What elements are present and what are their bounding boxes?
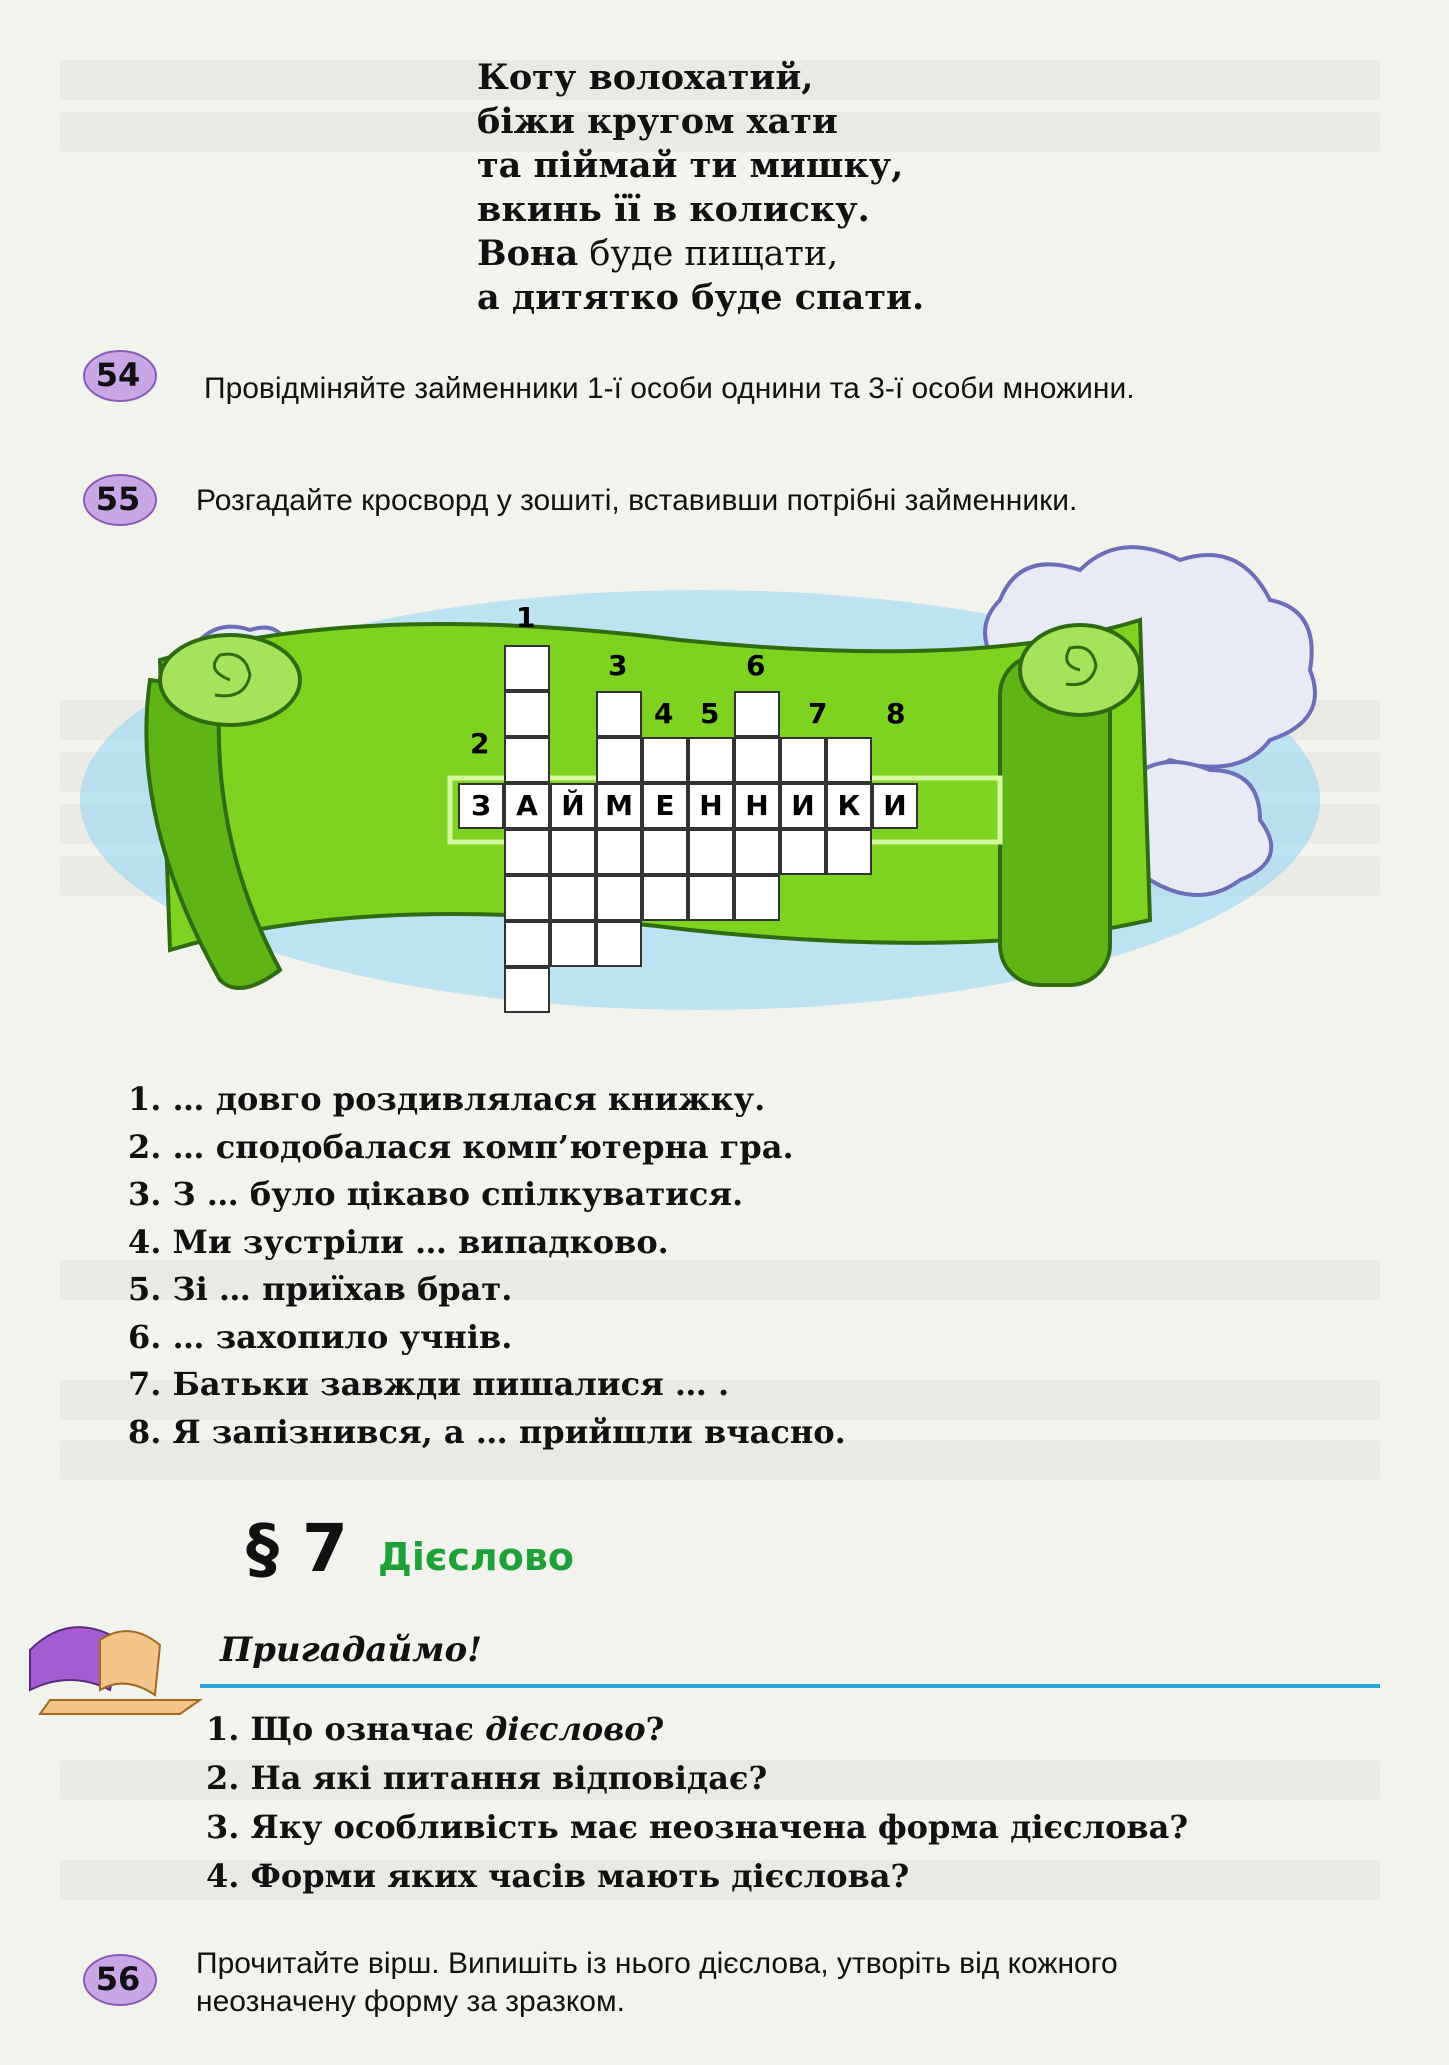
question-item: 3. Яку особливість має неозначена форма дієслова? bbox=[206, 1808, 1189, 1846]
crossword-number: 5 bbox=[700, 697, 720, 730]
section-title: Дієслово bbox=[378, 1535, 575, 1579]
poem-line: а дитятко буде спати. bbox=[477, 277, 925, 318]
crossword-cell bbox=[596, 691, 642, 737]
crossword-cell bbox=[596, 921, 642, 967]
crossword-cell bbox=[734, 691, 780, 737]
poem-line: біжи кругом хати bbox=[477, 101, 838, 142]
crossword-clues bbox=[128, 1076, 846, 1456]
crossword-number: 6 bbox=[746, 649, 766, 682]
divider bbox=[200, 1684, 1380, 1688]
crossword-cell bbox=[504, 645, 550, 691]
clue-item: 1. … довго роздивлялася книжку. bbox=[128, 1080, 766, 1118]
crossword-cell bbox=[596, 875, 642, 921]
crossword-cell bbox=[550, 921, 596, 967]
book-icon bbox=[10, 1610, 210, 1720]
poem-line-rest: буде пищати, bbox=[578, 234, 839, 274]
crossword-cell bbox=[504, 967, 550, 1013]
crossword-letter: А bbox=[516, 789, 538, 822]
question-item bbox=[206, 1705, 1188, 1754]
crossword-cell bbox=[780, 829, 826, 875]
crossword-cell bbox=[504, 875, 550, 921]
crossword-cell bbox=[550, 875, 596, 921]
crossword-cell bbox=[734, 875, 780, 921]
poem-line: та піймай ти мишку, bbox=[477, 145, 904, 186]
crossword-cell bbox=[642, 737, 688, 783]
question-item: 4. Форми яких часів мають дієслова? bbox=[206, 1857, 910, 1895]
crossword-cell bbox=[550, 829, 596, 875]
crossword-cell bbox=[642, 829, 688, 875]
crossword-letter: И bbox=[791, 789, 815, 822]
exercise-54-text: Провідміняйте займенники 1-ї особи однини та 3-ї особи множини. bbox=[204, 372, 1135, 405]
exercise-number: 54 bbox=[95, 356, 141, 394]
crossword-letter: К bbox=[837, 789, 861, 822]
crossword-illustration bbox=[0, 540, 1449, 1040]
remember-questions bbox=[206, 1705, 1188, 1901]
clue-item: 8. Я запізнився, а … прийшли вчасно. bbox=[128, 1412, 846, 1451]
crossword-number: 3 bbox=[608, 649, 628, 682]
crossword-cell bbox=[688, 829, 734, 875]
exercise-number-badge bbox=[78, 1950, 158, 2008]
crossword-number: 8 bbox=[886, 697, 906, 730]
exercise-55-text: Розгадайте кросворд у зошиті, вставивши потрібні займенники. bbox=[196, 484, 1078, 517]
crossword-cell bbox=[596, 829, 642, 875]
exercise-number: 56 bbox=[95, 1960, 141, 1998]
crossword-number: 4 bbox=[654, 697, 674, 730]
crossword-cell bbox=[734, 829, 780, 875]
crossword-number: 1 bbox=[516, 601, 536, 634]
crossword-cell bbox=[688, 875, 734, 921]
crossword-letter: Е bbox=[655, 789, 675, 822]
crossword-cell bbox=[826, 737, 872, 783]
crossword-cell bbox=[780, 737, 826, 783]
poem-line: Коту волохатий, bbox=[477, 57, 814, 98]
crossword-letter: Н bbox=[745, 789, 769, 822]
crossword-number: 7 bbox=[808, 697, 828, 730]
exercise-number-badge bbox=[78, 470, 158, 528]
poem-line bbox=[477, 232, 924, 276]
clue-item: 5. Зі … приїхав брат. bbox=[128, 1270, 513, 1308]
crossword-letter: З bbox=[471, 789, 491, 822]
crossword-letter: Н bbox=[699, 789, 723, 822]
crossword-cell bbox=[688, 737, 734, 783]
exercise-number: 55 bbox=[95, 480, 141, 518]
crossword-cell bbox=[826, 829, 872, 875]
clue-item: 3. З … було цікаво спілкуватися. bbox=[128, 1175, 744, 1213]
crossword-letter: И bbox=[883, 789, 907, 822]
crossword-cell bbox=[734, 737, 780, 783]
crossword-cell bbox=[504, 921, 550, 967]
crossword-letter: М bbox=[605, 789, 633, 822]
crossword-cell bbox=[504, 691, 550, 737]
section-number: § 7 bbox=[246, 1510, 348, 1587]
clue-item: 4. Ми зустріли … випадково. bbox=[128, 1222, 669, 1261]
remember-title: Пригадаймо! bbox=[220, 1630, 483, 1670]
crossword-number: 2 bbox=[470, 727, 490, 760]
clue-item: 6. … захопило учнів. bbox=[128, 1317, 513, 1356]
poem-pronoun: Вона bbox=[477, 233, 579, 274]
exercise-number-badge bbox=[78, 346, 158, 404]
crossword-letter: Й bbox=[561, 789, 585, 822]
exercise-56-text bbox=[196, 1945, 1118, 2021]
question-text: 1. Що означає bbox=[206, 1710, 486, 1748]
exercise-56-line: Прочитайте вірш. Випишіть із нього дієслова, утворіть від кожного bbox=[196, 1947, 1118, 1980]
crossword-cell bbox=[642, 875, 688, 921]
exercise-56-line: неозначену форму за зразком. bbox=[196, 1985, 625, 2018]
question-term: дієслово bbox=[485, 1710, 646, 1748]
poem bbox=[477, 56, 924, 320]
crossword-cell bbox=[504, 737, 550, 783]
poem-line: вкинь її в колиску. bbox=[477, 189, 870, 230]
clue-item: 2. … сподобалася комп’ютерна гра. bbox=[128, 1127, 794, 1166]
crossword-cell bbox=[596, 737, 642, 783]
question-end: ? bbox=[645, 1710, 665, 1748]
crossword-cell bbox=[504, 829, 550, 875]
clue-item: 7. Батьки завжди пишалися … . bbox=[128, 1365, 730, 1403]
question-item: 2. На які питання відповідає? bbox=[206, 1759, 768, 1797]
